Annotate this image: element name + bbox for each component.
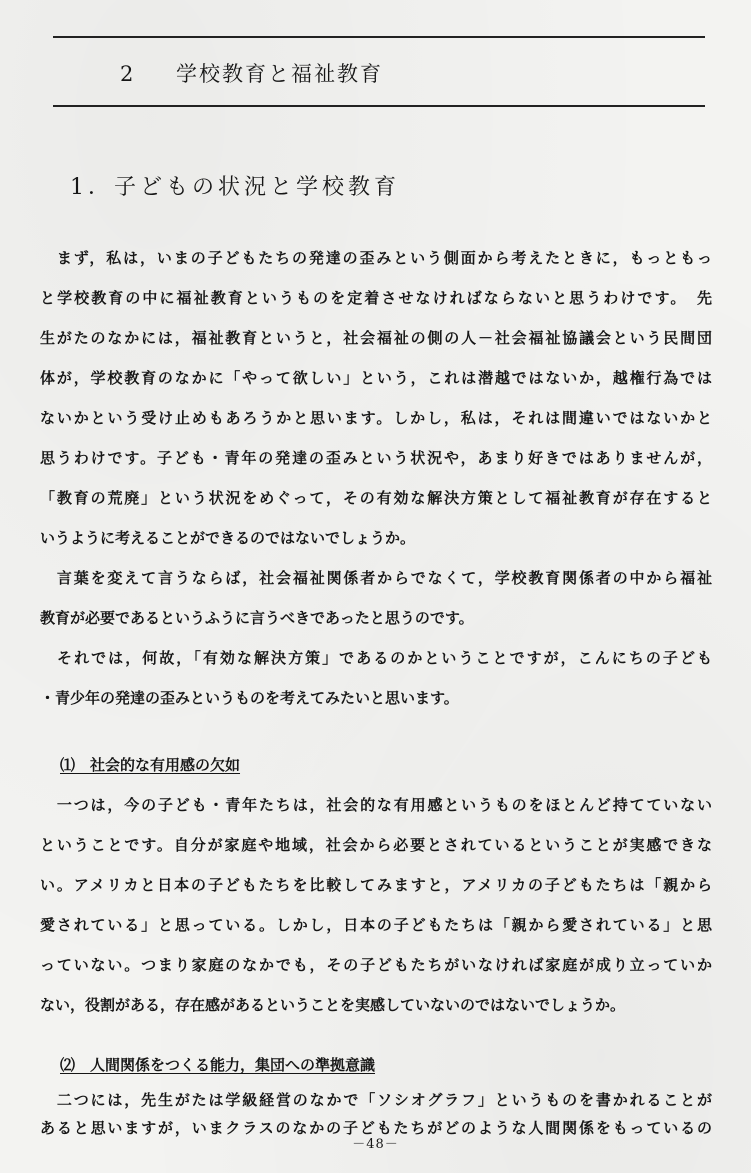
body-line: ない，役割がある，存在感があるということを実感していないのではないでしょうか。 (40, 996, 626, 1014)
body-line: と学校教育の中に福祉教育というものを定着させなければならないと思うわけです。 先 (40, 289, 712, 307)
chapter-title: 学校教育と福祉教育 (176, 62, 383, 86)
body-line: 「教育の荒廃」という状況をめぐって，その有効な解決方策として福祉教育が存在すると (40, 489, 712, 507)
body-line: 言葉を変えて言うならば，社会福祉関係者からでなくて，学校教育関係者の中から福祉 (40, 569, 712, 587)
body-line: 教育が必要であるというふうに言うべきであったと思うのです。 (40, 609, 474, 627)
body-line: っていない。つまり家庭のなかでも，その子どもたちがいなければ家庭が成り立っていか (40, 956, 712, 974)
page-number: －48－ (352, 1137, 399, 1152)
body-line: いうように考えることができるのではないでしょうか。 (40, 529, 416, 547)
body-line: 思うわけです。子ども・青年の発達の歪みという状況や，あまり好きではありませんが， (40, 449, 712, 467)
body-line: 一つは，今の子ども・青年たちは，社会的な有用感というものをほとんど持てていない (40, 796, 712, 814)
subsection-heading: ⑴ 社会的な有用感の欠如 (60, 756, 241, 774)
chapter-number: 2 (120, 62, 136, 86)
body-line: ・青少年の発達の歪みというものを考えてみたいと思います。 (40, 689, 459, 707)
chapter-heading (120, 58, 383, 88)
body-line: ということです。自分が家庭や地域，社会から必要とされているということが実感できな (40, 836, 712, 854)
body-line: 愛されている」と思っている。しかし，日本の子どもたちは「親から愛されている」と思 (40, 916, 712, 934)
body-line: 体が，学校教育のなかに「やって欲しい」という，これは潜越ではないか，越権行為では (40, 369, 712, 387)
body-line: それでは，何故，「有効な解決方策」であるのかということですが，こんにちの子ども (40, 649, 712, 667)
body-line: あると思いますが，いまクラスのなかの子どもたちがどのような人間関係をもっているの (40, 1119, 712, 1137)
section-title: 1．子どもの状況と学校教育 (70, 175, 400, 200)
header-rule-top (53, 36, 705, 38)
body-line: ないかという受け止めもあろうかと思います。しかし，私は，それは間違いではないかと (40, 409, 712, 427)
body-line: まず，私は，いまの子どもたちの発達の歪みという側面から考えたときに，もっともっ (40, 249, 712, 267)
body-line: 生がたのなかには，福祉教育というと，社会福祉の側の人－社会福祉協議会という民間団 (40, 329, 712, 347)
header-rule-bottom (53, 105, 705, 107)
body-line: い。アメリカと日本の子どもたちを比較してみますと，アメリカの子どもたちは「親から (40, 876, 712, 894)
subsection-heading: ⑵ 人間関係をつくる能力，集団への準拠意識 (60, 1056, 376, 1074)
body-line: 二つには，先生がたは学級経営のなかで「ソシオグラフ」というものを書かれることが (40, 1091, 712, 1109)
